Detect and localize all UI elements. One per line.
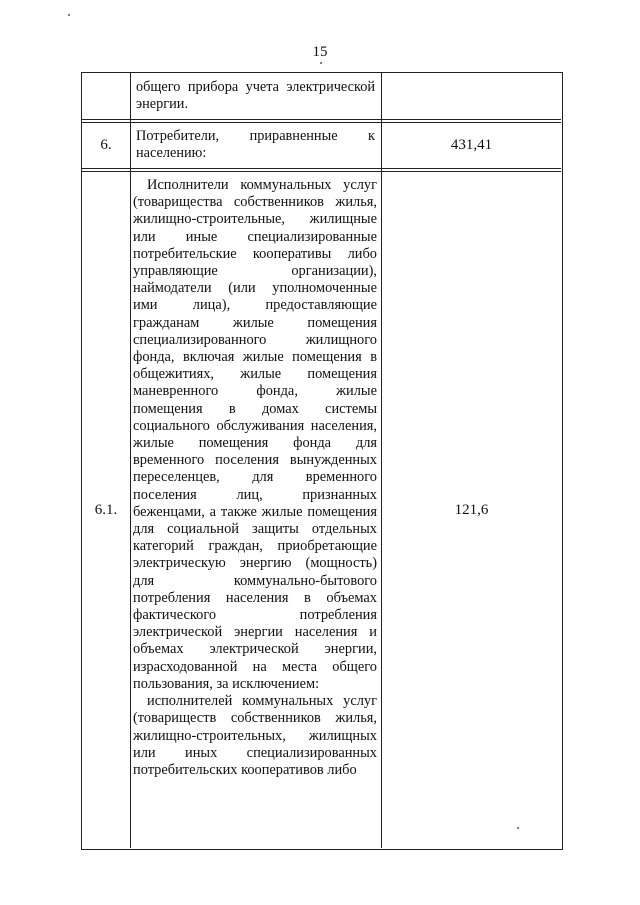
scan-speck: [517, 827, 519, 829]
row-number: 6.1.: [94, 501, 118, 518]
row-text: [133, 177, 377, 779]
page-number: 15: [312, 44, 328, 60]
row-text-paragraph: Исполнители коммунальных услуг (товарищества собственников жилья, жилищно-строительные, жилищные или иные специализированные потребительские кооперативы либо управляющие организации), наймодатели (или уполномоченные ими лица), предоставляющие гражданам жилые помещения специализированного жилищного фонда, включая жилые помещения в общежитиях, жилые помещения маневренного фонда, жилые помещения в домах системы социального обслуживания населения, жилые помещения фонда для временного поселения вынужденных переселенцев, для временного поселения лиц, признанных беженцами, а также жилые помещения для социальной защиты отдельных категорий граждан, приобретающие электрическую энергию (мощность) для коммунально-бытового потребления населения в объемах фактического потребления электрической энергии населения и объемах электрической энергии, израсходованной на места общего пользования, за исключением:: [133, 177, 377, 692]
row-text-paragraph: исполнителей коммунальных услуг (товариществ собственников жилья, жилищно-строительных, жилищных или иных специализированных потребительских кооперативов либо: [133, 693, 377, 778]
row-divider: [81, 168, 561, 169]
row-text-paragraph: общего прибора учета электрической энергии.: [136, 79, 375, 112]
scan-speck: [68, 14, 70, 16]
row-divider: [81, 119, 561, 120]
row-value: 431,41: [450, 137, 493, 153]
row-text-paragraph: Потребители, приравненные к населению:: [136, 128, 375, 161]
row-value: 121,6: [454, 501, 489, 518]
row-text: [136, 79, 375, 113]
row-text: [136, 128, 375, 162]
scan-speck: [320, 62, 322, 64]
row-number: 6.: [100, 137, 112, 153]
